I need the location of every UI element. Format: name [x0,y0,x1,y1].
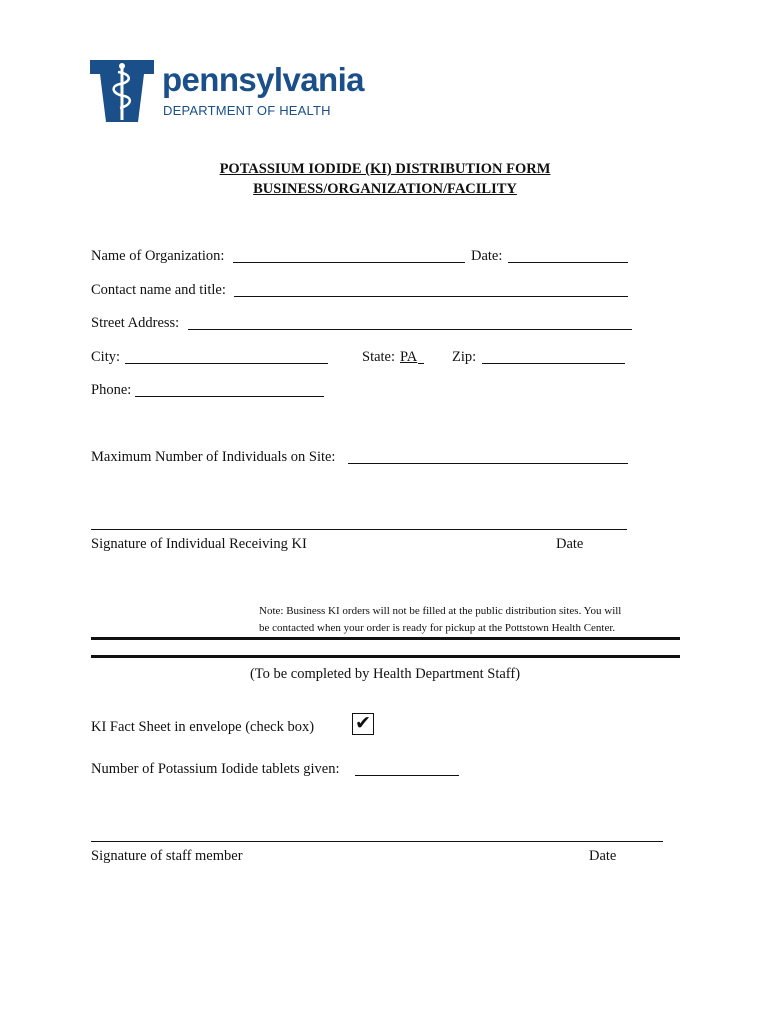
max-individuals-field[interactable] [348,463,628,464]
state-value[interactable]: PA [400,349,418,365]
staff-signature-label: Signature of staff member [91,848,243,864]
note-line-1: Note: Business KI orders will not be filled at the public distribution sites. You will [259,605,622,617]
form-title: POTASSIUM IODIDE (KI) DISTRIBUTION FORM [219,161,551,177]
form-subtitle: BUSINESS/ORGANIZATION/FACILITY [253,181,517,197]
date-label: Date: [471,248,503,264]
logo-wordmark: pennsylvania [162,61,364,98]
zip-field[interactable] [482,363,625,364]
city-field[interactable] [125,363,328,364]
section-divider-top [91,637,680,640]
zip-label: Zip: [452,349,477,365]
contact-label: Contact name and title: [91,282,226,298]
signature-line[interactable] [91,529,627,530]
staff-signature-line[interactable] [91,841,663,842]
signature-date-label: Date [556,536,584,552]
tablets-label: Number of Potassium Iodide tablets given: [91,761,340,777]
fact-sheet-label: KI Fact Sheet in envelope (check box) [91,719,315,735]
staff-section-heading: (To be completed by Health Department Staff) [249,666,521,682]
state-underline [418,363,424,364]
tablets-field[interactable] [355,775,459,776]
org-name-field[interactable] [233,262,465,263]
phone-field[interactable] [135,396,324,397]
street-label: Street Address: [91,315,180,331]
phone-label: Phone: [91,382,132,398]
fact-sheet-checkbox[interactable] [352,713,374,735]
street-field[interactable] [188,329,632,330]
keystone-logo-icon [88,58,156,124]
note-line-2: be contacted when your order is ready for pickup at the Pottstown Health Center. [259,622,616,634]
city-label: City: [91,349,121,365]
staff-date-label: Date [589,848,617,864]
section-divider-bottom [91,655,680,658]
checkmark-icon: ✔ [355,712,371,734]
date-field[interactable] [508,262,628,263]
signature-label: Signature of Individual Receiving KI [91,536,307,552]
max-individuals-label: Maximum Number of Individuals on Site: [91,449,336,465]
org-name-label: Name of Organization: [91,248,225,264]
contact-field[interactable] [234,296,628,297]
logo-subtitle: DEPARTMENT OF HEALTH [163,103,331,118]
note-text [259,603,689,637]
state-label: State: [362,349,396,365]
